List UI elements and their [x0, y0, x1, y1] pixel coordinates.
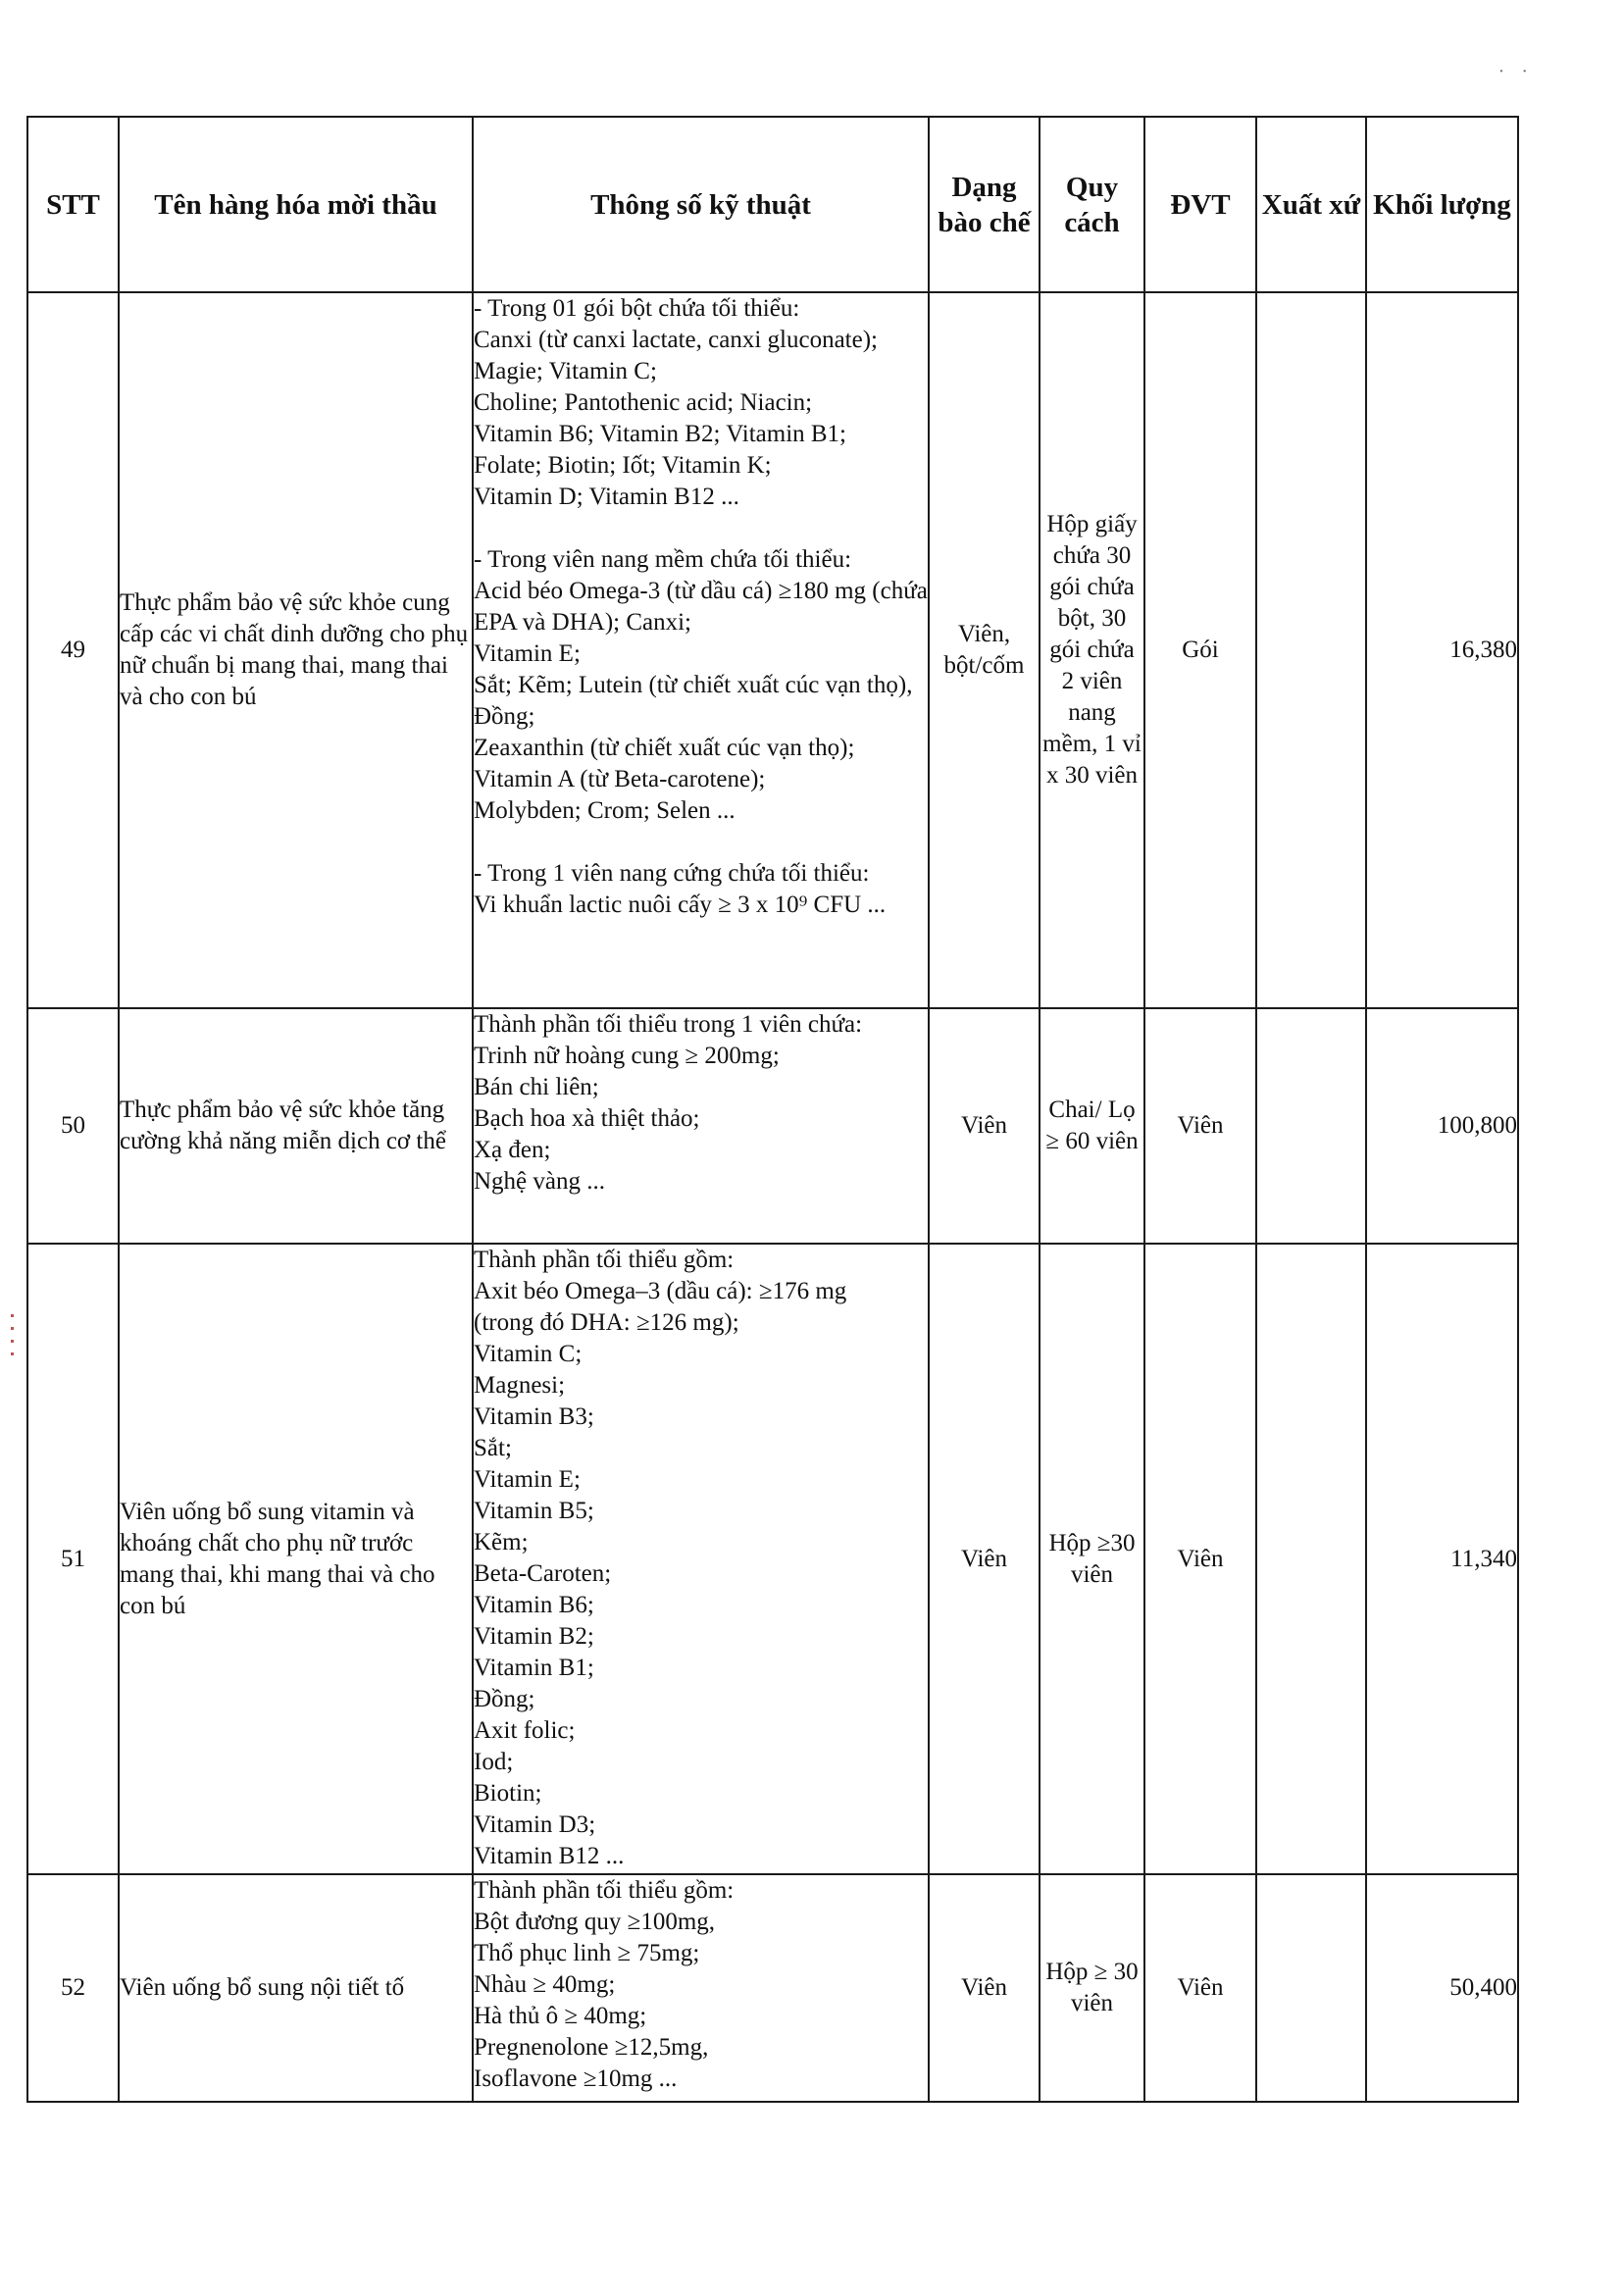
- cell-origin: [1256, 292, 1366, 1008]
- spec-line: Biotin;: [474, 1780, 542, 1807]
- cell-qty: 50,400: [1366, 1874, 1518, 2102]
- cell-name: Thực phẩm bảo vệ sức khỏe cung cấp các vi chất dinh dưỡng cho phụ nữ chuẩn bị mang thai, mang thai và cho con bú: [119, 292, 473, 1008]
- cell-unit: Viên: [1144, 1244, 1256, 1874]
- cell-pack: Chai/ Lọ ≥ 60 viên: [1040, 1008, 1144, 1244]
- spec-line: Vitamin A (từ Beta-carotene);: [474, 766, 766, 792]
- cell-unit: Gói: [1144, 292, 1256, 1008]
- spec-line: Vitamin B6; Vitamin B2; Vitamin B1;: [474, 421, 847, 447]
- spec-line: Thổ phục linh ≥ 75mg;: [474, 1940, 700, 1966]
- spec-line: Folate; Biotin; Iốt; Vitamin K;: [474, 452, 772, 479]
- spec-line: - Trong 1 viên nang cứng chứa tối thiểu:: [474, 860, 870, 887]
- spec-line: Vitamin E;: [474, 640, 581, 667]
- cell-name: Viên uống bổ sung vitamin và khoáng chất cho phụ nữ trước mang thai, khi mang thai và cho con bú: [119, 1244, 473, 1874]
- spec-line: Choline; Pantothenic acid; Niacin;: [474, 389, 813, 416]
- spec-line: Xạ đen;: [474, 1137, 551, 1163]
- spec-line: Sắt; Kẽm; Lutein (từ chiết xuất cúc vạn thọ), Đồng;: [474, 672, 913, 730]
- spec-line: Vitamin B2;: [474, 1623, 594, 1650]
- spec-line: Thành phần tối thiểu trong 1 viên chứa:: [474, 1011, 863, 1038]
- cell-spec: [473, 1244, 929, 1874]
- header-unit: ĐVT: [1144, 117, 1256, 292]
- header-form: Dạng bào chế: [929, 117, 1040, 292]
- header-spec: Thông số kỹ thuật: [473, 117, 929, 292]
- header-stt: STT: [27, 117, 119, 292]
- cell-spec: [473, 292, 929, 1008]
- spec-line: Vitamin B3;: [474, 1403, 594, 1430]
- spec-line: Acid béo Omega-3 (từ dầu cá) ≥180 mg (chứa EPA và DHA); Canxi;: [474, 578, 928, 636]
- cell-stt: 51: [27, 1244, 119, 1874]
- scan-artifact-marks: · ·: [1497, 61, 1534, 82]
- cell-pack: Hộp giấy chứa 30 gói chứa bột, 30 gói chứa 2 viên nang mềm, 1 vỉ x 30 viên: [1040, 292, 1144, 1008]
- spec-line: Bạch hoa xà thiệt thảo;: [474, 1105, 700, 1132]
- header-name: Tên hàng hóa mời thầu: [119, 117, 473, 292]
- spec-block: [474, 1009, 928, 1198]
- spec-line: Vitamin B12 ...: [474, 1843, 625, 1869]
- spec-line: (trong đó DHA: ≥126 mg);: [474, 1309, 739, 1336]
- spec-line: Iod;: [474, 1749, 514, 1775]
- cell-qty: 11,340: [1366, 1244, 1518, 1874]
- cell-spec: [473, 1008, 929, 1244]
- spec-block: [474, 858, 928, 921]
- spec-line: Canxi (từ canxi lactate, canxi gluconate); Magie; Vitamin C;: [474, 327, 878, 384]
- spec-line: Molybden; Crom; Selen ...: [474, 797, 736, 824]
- spec-line: Pregnenolone ≥12,5mg,: [474, 2034, 709, 2061]
- table-row: [27, 292, 1518, 1008]
- cell-unit: Viên: [1144, 1008, 1256, 1244]
- spec-line: Beta-Caroten;: [474, 1560, 612, 1587]
- cell-form: Viên, bột/cốm: [929, 292, 1040, 1008]
- spec-line: Thành phần tối thiểu gồm:: [474, 1877, 735, 1904]
- spec-line: Isoflavone ≥10mg ...: [474, 2065, 678, 2092]
- spec-line: Magnesi;: [474, 1372, 566, 1399]
- spec-line: Trinh nữ hoàng cung ≥ 200mg;: [474, 1043, 780, 1069]
- header-pack: Quy cách: [1040, 117, 1144, 292]
- cell-origin: [1256, 1874, 1366, 2102]
- spec-line: Axit béo Omega–3 (dầu cá): ≥176 mg: [474, 1278, 847, 1304]
- cell-origin: [1256, 1008, 1366, 1244]
- spec-line: Nhàu ≥ 40mg;: [474, 1971, 616, 1998]
- scan-edge-marks: [6, 1304, 20, 1481]
- table-row: [27, 1874, 1518, 2102]
- cell-form: Viên: [929, 1244, 1040, 1874]
- spec-line: Vitamin C;: [474, 1341, 583, 1367]
- spec-line: Bột đương quy ≥100mg,: [474, 1909, 716, 1935]
- tender-table: [26, 116, 1519, 2103]
- cell-pack: Hộp ≥30 viên: [1040, 1244, 1144, 1874]
- spec-line: Đồng;: [474, 1686, 535, 1712]
- spec-block: [474, 293, 928, 513]
- cell-form: Viên: [929, 1874, 1040, 2102]
- cell-qty: 100,800: [1366, 1008, 1518, 1244]
- cell-stt: 49: [27, 292, 119, 1008]
- cell-spec: [473, 1874, 929, 2102]
- spec-line: - Trong viên nang mềm chứa tối thiểu:: [474, 546, 852, 573]
- spec-block: [474, 1245, 928, 1872]
- spec-line: Vitamin B5;: [474, 1498, 594, 1524]
- table-header-row: [27, 117, 1518, 292]
- spec-line: Vitamin E;: [474, 1466, 581, 1493]
- cell-stt: 50: [27, 1008, 119, 1244]
- cell-name: Thực phẩm bảo vệ sức khỏe tăng cường khả năng miễn dịch cơ thể: [119, 1008, 473, 1244]
- cell-stt: 52: [27, 1874, 119, 2102]
- cell-origin: [1256, 1244, 1366, 1874]
- table-row: [27, 1008, 1518, 1244]
- header-origin: Xuất xứ: [1256, 117, 1366, 292]
- spec-line: Vi khuẩn lactic nuôi cấy ≥ 3 x 10⁹ CFU ...: [474, 892, 887, 918]
- spec-block: [474, 1875, 928, 2095]
- spec-line: Thành phần tối thiểu gồm:: [474, 1247, 735, 1273]
- spec-line: Axit folic;: [474, 1717, 576, 1744]
- spec-line: Hà thủ ô ≥ 40mg;: [474, 2003, 647, 2029]
- header-qty: Khối lượng: [1366, 117, 1518, 292]
- cell-form: Viên: [929, 1008, 1040, 1244]
- spec-line: Zeaxanthin (từ chiết xuất cúc vạn thọ);: [474, 735, 855, 761]
- spec-line: Vitamin D; Vitamin B12 ...: [474, 484, 739, 510]
- cell-name: Viên uống bổ sung nội tiết tố: [119, 1874, 473, 2102]
- spec-block: [474, 544, 928, 827]
- table-row: [27, 1244, 1518, 1874]
- cell-qty: 16,380: [1366, 292, 1518, 1008]
- spec-line: Nghệ vàng ...: [474, 1168, 605, 1195]
- cell-unit: Viên: [1144, 1874, 1256, 2102]
- spec-line: Vitamin B1;: [474, 1655, 594, 1681]
- spec-line: Bán chi liên;: [474, 1074, 599, 1100]
- spec-line: Kẽm;: [474, 1529, 529, 1555]
- spec-line: Vitamin B6;: [474, 1592, 594, 1618]
- spec-line: Vitamin D3;: [474, 1811, 596, 1838]
- spec-line: Sắt;: [474, 1435, 512, 1461]
- cell-pack: Hộp ≥ 30 viên: [1040, 1874, 1144, 2102]
- spec-line: - Trong 01 gói bột chứa tối thiểu:: [474, 295, 800, 322]
